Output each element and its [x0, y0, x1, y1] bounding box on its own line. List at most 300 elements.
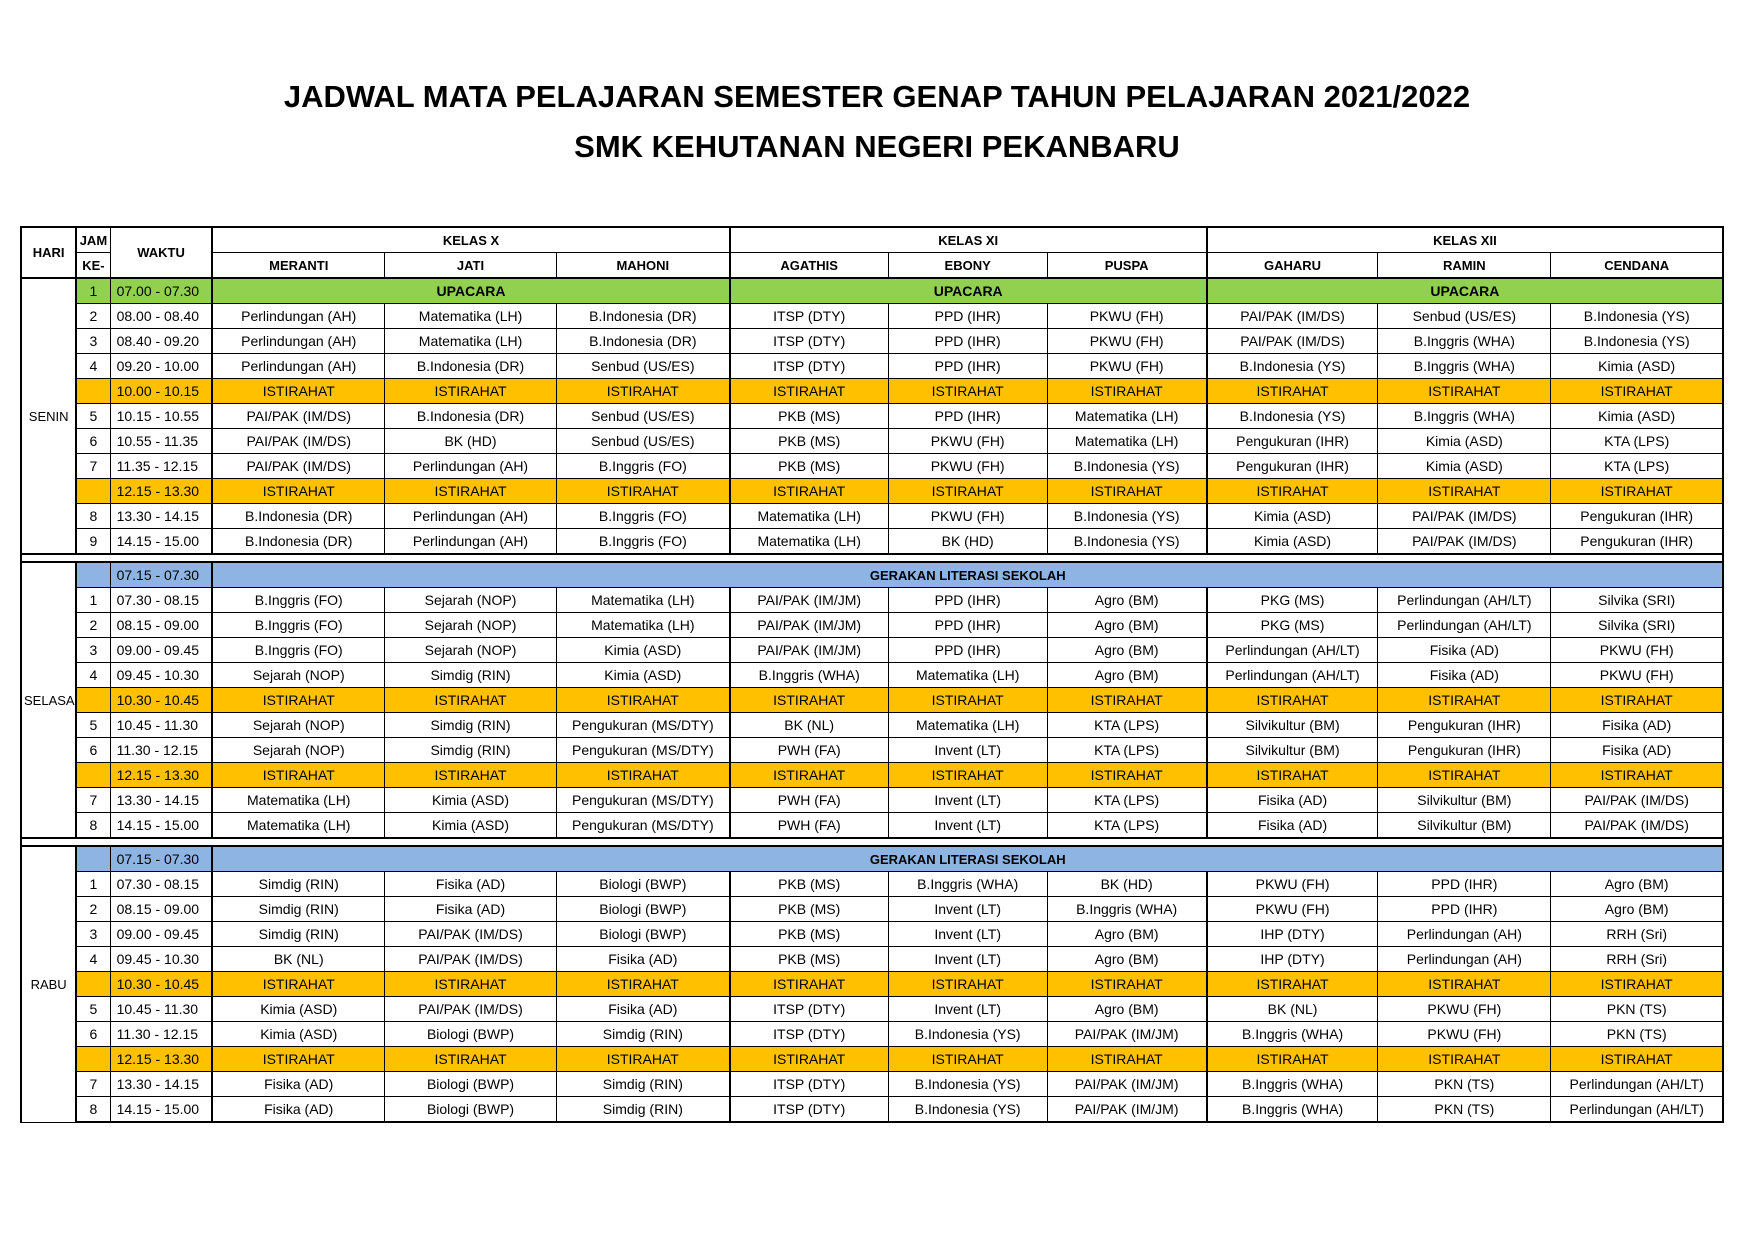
lesson-cell-cendana: Silvika (SRI): [1551, 588, 1723, 613]
lesson-cell-gaharu: PAI/PAK (IM/DS): [1207, 304, 1378, 329]
lesson-cell-cendana: KTA (LPS): [1551, 429, 1723, 454]
lesson-cell-agathis: Matematika (LH): [730, 529, 889, 555]
break-cell-ebony: ISTIRAHAT: [888, 379, 1047, 404]
lesson-cell-ebony: PKWU (FH): [888, 429, 1047, 454]
lesson-cell-ramin: PAI/PAK (IM/DS): [1378, 504, 1551, 529]
schedule-row: [21, 1047, 1723, 1072]
lesson-cell-cendana: PAI/PAK (IM/DS): [1551, 813, 1723, 839]
period-number: 2: [76, 304, 110, 329]
break-cell-ebony: ISTIRAHAT: [888, 763, 1047, 788]
lesson-cell-meranti: Sejarah (NOP): [212, 713, 384, 738]
break-cell-gaharu: ISTIRAHAT: [1207, 479, 1378, 504]
lesson-cell-ebony: Invent (LT): [888, 738, 1047, 763]
schedule-row: [21, 972, 1723, 997]
period-number: 6: [76, 738, 110, 763]
break-cell-mahoni: ISTIRAHAT: [557, 379, 730, 404]
schedule-table: [20, 226, 1724, 1123]
period-number: 1: [76, 872, 110, 897]
lesson-cell-ebony: B.Indonesia (YS): [888, 1022, 1047, 1047]
lesson-cell-meranti: B.Indonesia (DR): [212, 529, 384, 555]
break-cell-ramin: ISTIRAHAT: [1378, 972, 1551, 997]
lesson-cell-jati: Kimia (ASD): [385, 813, 557, 839]
break-cell-mahoni: ISTIRAHAT: [557, 972, 730, 997]
lesson-cell-ramin: PPD (IHR): [1378, 872, 1551, 897]
time-slot: 14.15 - 15.00: [110, 1097, 212, 1123]
schedule-row: [21, 454, 1723, 479]
period-number: [76, 688, 110, 713]
time-slot: 14.15 - 15.00: [110, 813, 212, 839]
day-separator: [21, 838, 1723, 846]
lesson-cell-gaharu: PKG (MS): [1207, 588, 1378, 613]
period-number: 3: [76, 638, 110, 663]
break-cell-agathis: ISTIRAHAT: [730, 763, 889, 788]
lesson-cell-ebony: Invent (LT): [888, 922, 1047, 947]
lesson-cell-cendana: Agro (BM): [1551, 897, 1723, 922]
period-number: 5: [76, 997, 110, 1022]
break-cell-agathis: ISTIRAHAT: [730, 379, 889, 404]
header-class-mahoni: MAHONI: [557, 253, 730, 279]
break-cell-cendana: ISTIRAHAT: [1551, 763, 1723, 788]
lesson-cell-ebony: PPD (IHR): [888, 638, 1047, 663]
lesson-cell-ramin: B.Inggris (WHA): [1378, 404, 1551, 429]
schedule-row: [21, 713, 1723, 738]
lesson-cell-ebony: Invent (LT): [888, 997, 1047, 1022]
lesson-cell-cendana: RRH (Sri): [1551, 922, 1723, 947]
lesson-cell-cendana: Fisika (AD): [1551, 713, 1723, 738]
schedule-row: [21, 1022, 1723, 1047]
period-number: 4: [76, 663, 110, 688]
lesson-cell-jati: Biologi (BWP): [385, 1022, 557, 1047]
lesson-cell-ebony: PKWU (FH): [888, 504, 1047, 529]
break-cell-puspa: ISTIRAHAT: [1047, 972, 1207, 997]
schedule-row: [21, 354, 1723, 379]
lesson-cell-cendana: PAI/PAK (IM/DS): [1551, 788, 1723, 813]
break-cell-ebony: ISTIRAHAT: [888, 972, 1047, 997]
schedule-row: [21, 613, 1723, 638]
lesson-cell-jati: Kimia (ASD): [385, 788, 557, 813]
lesson-cell-mahoni: Simdig (RIN): [557, 1097, 730, 1123]
lesson-cell-agathis: ITSP (DTY): [730, 1022, 889, 1047]
day-separator-cell: [21, 838, 1723, 846]
lesson-cell-jati: Biologi (BWP): [385, 1072, 557, 1097]
schedule-row: [21, 738, 1723, 763]
lesson-cell-puspa: Agro (BM): [1047, 588, 1207, 613]
break-cell-mahoni: ISTIRAHAT: [557, 1047, 730, 1072]
schedule-row: [21, 763, 1723, 788]
lesson-cell-agathis: ITSP (DTY): [730, 329, 889, 354]
time-slot: 13.30 - 14.15: [110, 1072, 212, 1097]
lesson-cell-ebony: Invent (LT): [888, 813, 1047, 839]
schedule-row: [21, 947, 1723, 972]
lesson-cell-jati: Sejarah (NOP): [385, 588, 557, 613]
period-number: 1: [76, 588, 110, 613]
break-cell-ebony: ISTIRAHAT: [888, 688, 1047, 713]
schedule-row: [21, 663, 1723, 688]
lesson-cell-mahoni: Senbud (US/ES): [557, 429, 730, 454]
lesson-cell-meranti: Fisika (AD): [212, 1072, 384, 1097]
day-label-rabu: RABU: [21, 846, 76, 1122]
lesson-cell-meranti: Sejarah (NOP): [212, 738, 384, 763]
period-number: [76, 379, 110, 404]
lesson-cell-gaharu: Perlindungan (AH/LT): [1207, 638, 1378, 663]
lesson-cell-ebony: B.Inggris (WHA): [888, 872, 1047, 897]
schedule-row: [21, 379, 1723, 404]
lesson-cell-cendana: Pengukuran (IHR): [1551, 504, 1723, 529]
break-cell-ramin: ISTIRAHAT: [1378, 763, 1551, 788]
lesson-cell-agathis: ITSP (DTY): [730, 354, 889, 379]
lesson-cell-puspa: Agro (BM): [1047, 638, 1207, 663]
lesson-cell-ebony: PPD (IHR): [888, 354, 1047, 379]
schedule-row: [21, 846, 1723, 872]
break-cell-meranti: ISTIRAHAT: [212, 1047, 384, 1072]
schedule-row: [21, 872, 1723, 897]
period-number: 2: [76, 897, 110, 922]
lesson-cell-cendana: Perlindungan (AH/LT): [1551, 1097, 1723, 1123]
lesson-cell-puspa: PAI/PAK (IM/JM): [1047, 1022, 1207, 1047]
lesson-cell-gaharu: B.Indonesia (YS): [1207, 354, 1378, 379]
lesson-cell-meranti: Matematika (LH): [212, 788, 384, 813]
period-number: 4: [76, 354, 110, 379]
break-cell-cendana: ISTIRAHAT: [1551, 688, 1723, 713]
break-cell-gaharu: ISTIRAHAT: [1207, 688, 1378, 713]
upacara-banner: UPACARA: [212, 278, 729, 304]
break-cell-cendana: ISTIRAHAT: [1551, 379, 1723, 404]
lesson-cell-ramin: Silvikultur (BM): [1378, 788, 1551, 813]
lesson-cell-agathis: BK (NL): [730, 713, 889, 738]
lesson-cell-gaharu: Kimia (ASD): [1207, 529, 1378, 555]
lesson-cell-meranti: BK (NL): [212, 947, 384, 972]
period-number: 7: [76, 1072, 110, 1097]
break-cell-gaharu: ISTIRAHAT: [1207, 972, 1378, 997]
break-cell-ebony: ISTIRAHAT: [888, 1047, 1047, 1072]
period-number: 7: [76, 788, 110, 813]
lesson-cell-ebony: PPD (IHR): [888, 304, 1047, 329]
lesson-cell-ebony: B.Indonesia (YS): [888, 1097, 1047, 1123]
lesson-cell-jati: B.Indonesia (DR): [385, 354, 557, 379]
lesson-cell-puspa: KTA (LPS): [1047, 813, 1207, 839]
lesson-cell-gaharu: IHP (DTY): [1207, 922, 1378, 947]
literacy-banner: GERAKAN LITERASI SEKOLAH: [212, 846, 1723, 872]
lesson-cell-gaharu: B.Inggris (WHA): [1207, 1097, 1378, 1123]
lesson-cell-gaharu: IHP (DTY): [1207, 947, 1378, 972]
lesson-cell-agathis: PKB (MS): [730, 454, 889, 479]
lesson-cell-mahoni: Biologi (BWP): [557, 872, 730, 897]
lesson-cell-puspa: Agro (BM): [1047, 613, 1207, 638]
break-cell-meranti: ISTIRAHAT: [212, 972, 384, 997]
break-cell-meranti: ISTIRAHAT: [212, 379, 384, 404]
schedule-row: [21, 479, 1723, 504]
period-number: [76, 763, 110, 788]
break-cell-ramin: ISTIRAHAT: [1378, 688, 1551, 713]
lesson-cell-ramin: Perlindungan (AH): [1378, 922, 1551, 947]
lesson-cell-cendana: Agro (BM): [1551, 872, 1723, 897]
lesson-cell-puspa: Agro (BM): [1047, 922, 1207, 947]
break-cell-cendana: ISTIRAHAT: [1551, 972, 1723, 997]
period-number: [76, 562, 110, 588]
lesson-cell-gaharu: Perlindungan (AH/LT): [1207, 663, 1378, 688]
time-slot: 10.00 - 10.15: [110, 379, 212, 404]
lesson-cell-puspa: B.Indonesia (YS): [1047, 454, 1207, 479]
lesson-cell-mahoni: B.Inggris (FO): [557, 529, 730, 555]
lesson-cell-ramin: Fisika (AD): [1378, 663, 1551, 688]
lesson-cell-meranti: B.Inggris (FO): [212, 638, 384, 663]
school-name: SMK KEHUTANAN NEGERI PEKANBARU: [574, 129, 1180, 164]
lesson-cell-cendana: RRH (Sri): [1551, 947, 1723, 972]
lesson-cell-meranti: Matematika (LH): [212, 813, 384, 839]
break-cell-ebony: ISTIRAHAT: [888, 479, 1047, 504]
lesson-cell-meranti: Simdig (RIN): [212, 897, 384, 922]
schedule-row: [21, 329, 1723, 354]
literacy-banner: GERAKAN LITERASI SEKOLAH: [212, 562, 1723, 588]
period-number: 8: [76, 813, 110, 839]
lesson-cell-cendana: Pengukuran (IHR): [1551, 529, 1723, 555]
lesson-cell-cendana: Silvika (SRI): [1551, 613, 1723, 638]
lesson-cell-mahoni: B.Indonesia (DR): [557, 304, 730, 329]
lesson-cell-mahoni: Pengukuran (MS/DTY): [557, 813, 730, 839]
header-class-meranti: MERANTI: [212, 253, 384, 279]
schedule-row: [21, 1072, 1723, 1097]
lesson-cell-jati: Matematika (LH): [385, 329, 557, 354]
period-number: 4: [76, 947, 110, 972]
time-slot: 12.15 - 13.30: [110, 1047, 212, 1072]
lesson-cell-ebony: BK (HD): [888, 529, 1047, 555]
lesson-cell-puspa: Agro (BM): [1047, 947, 1207, 972]
lesson-cell-ramin: Silvikultur (BM): [1378, 813, 1551, 839]
lesson-cell-jati: Perlindungan (AH): [385, 504, 557, 529]
header-kelas-xii: KELAS XII: [1207, 227, 1723, 253]
lesson-cell-cendana: B.Indonesia (YS): [1551, 329, 1723, 354]
lesson-cell-jati: B.Indonesia (DR): [385, 404, 557, 429]
schedule-row: [21, 897, 1723, 922]
time-slot: 07.30 - 08.15: [110, 588, 212, 613]
break-cell-ramin: ISTIRAHAT: [1378, 479, 1551, 504]
lesson-cell-gaharu: BK (NL): [1207, 997, 1378, 1022]
period-number: 3: [76, 329, 110, 354]
header-waktu: WAKTU: [110, 227, 212, 278]
schedule-row: [21, 1097, 1723, 1123]
time-slot: 10.45 - 11.30: [110, 997, 212, 1022]
header-class-ramin: RAMIN: [1378, 253, 1551, 279]
lesson-cell-ramin: PAI/PAK (IM/DS): [1378, 529, 1551, 555]
lesson-cell-meranti: PAI/PAK (IM/DS): [212, 429, 384, 454]
schedule-row: [21, 504, 1723, 529]
lesson-cell-cendana: PKWU (FH): [1551, 638, 1723, 663]
lesson-cell-meranti: PAI/PAK (IM/DS): [212, 454, 384, 479]
schedule-row: [21, 529, 1723, 555]
break-cell-puspa: ISTIRAHAT: [1047, 379, 1207, 404]
lesson-cell-agathis: ITSP (DTY): [730, 304, 889, 329]
header-jam: JAM: [76, 227, 110, 253]
schedule-row: [21, 404, 1723, 429]
lesson-cell-gaharu: Fisika (AD): [1207, 813, 1378, 839]
lesson-cell-cendana: PKN (TS): [1551, 997, 1723, 1022]
schedule-row: [21, 997, 1723, 1022]
period-number: 7: [76, 454, 110, 479]
lesson-cell-agathis: ITSP (DTY): [730, 1097, 889, 1123]
lesson-cell-ramin: PKN (TS): [1378, 1097, 1551, 1123]
lesson-cell-mahoni: Matematika (LH): [557, 588, 730, 613]
break-cell-jati: ISTIRAHAT: [385, 479, 557, 504]
lesson-cell-ramin: B.Inggris (WHA): [1378, 329, 1551, 354]
lesson-cell-agathis: Matematika (LH): [730, 504, 889, 529]
lesson-cell-meranti: Kimia (ASD): [212, 1022, 384, 1047]
lesson-cell-gaharu: PKWU (FH): [1207, 897, 1378, 922]
lesson-cell-ramin: PKWU (FH): [1378, 997, 1551, 1022]
lesson-cell-mahoni: Kimia (ASD): [557, 663, 730, 688]
lesson-cell-agathis: B.Inggris (WHA): [730, 663, 889, 688]
schedule-row: [21, 562, 1723, 588]
lesson-cell-puspa: B.Indonesia (YS): [1047, 504, 1207, 529]
schedule-row: [21, 588, 1723, 613]
lesson-cell-agathis: PKB (MS): [730, 947, 889, 972]
period-number: 1: [76, 278, 110, 304]
lesson-cell-jati: Perlindungan (AH): [385, 454, 557, 479]
header-class-gaharu: GAHARU: [1207, 253, 1378, 279]
lesson-cell-jati: PAI/PAK (IM/DS): [385, 997, 557, 1022]
lesson-cell-mahoni: Simdig (RIN): [557, 1022, 730, 1047]
schedule-row: [21, 813, 1723, 839]
time-slot: 13.30 - 14.15: [110, 504, 212, 529]
lesson-cell-puspa: KTA (LPS): [1047, 788, 1207, 813]
break-cell-gaharu: ISTIRAHAT: [1207, 763, 1378, 788]
lesson-cell-puspa: BK (HD): [1047, 872, 1207, 897]
lesson-cell-ebony: PKWU (FH): [888, 454, 1047, 479]
lesson-cell-meranti: Kimia (ASD): [212, 997, 384, 1022]
schedule-row: [21, 688, 1723, 713]
schedule-row: [21, 304, 1723, 329]
lesson-cell-mahoni: Simdig (RIN): [557, 1072, 730, 1097]
lesson-cell-mahoni: B.Inggris (FO): [557, 504, 730, 529]
lesson-cell-agathis: PWH (FA): [730, 738, 889, 763]
lesson-cell-jati: Simdig (RIN): [385, 663, 557, 688]
upacara-banner: UPACARA: [730, 278, 1207, 304]
lesson-cell-mahoni: Pengukuran (MS/DTY): [557, 738, 730, 763]
lesson-cell-gaharu: Fisika (AD): [1207, 788, 1378, 813]
lesson-cell-jati: Fisika (AD): [385, 897, 557, 922]
period-number: [76, 1047, 110, 1072]
header-hari: HARI: [21, 227, 76, 278]
lesson-cell-ramin: PKWU (FH): [1378, 1022, 1551, 1047]
period-number: 6: [76, 429, 110, 454]
header-class-cendana: CENDANA: [1551, 253, 1723, 279]
time-slot: 09.20 - 10.00: [110, 354, 212, 379]
lesson-cell-mahoni: Biologi (BWP): [557, 922, 730, 947]
time-slot: 10.45 - 11.30: [110, 713, 212, 738]
lesson-cell-agathis: PAI/PAK (IM/JM): [730, 588, 889, 613]
lesson-cell-gaharu: PKG (MS): [1207, 613, 1378, 638]
break-cell-jati: ISTIRAHAT: [385, 688, 557, 713]
lesson-cell-ebony: PPD (IHR): [888, 329, 1047, 354]
break-cell-mahoni: ISTIRAHAT: [557, 479, 730, 504]
break-cell-agathis: ISTIRAHAT: [730, 972, 889, 997]
time-slot: 08.15 - 09.00: [110, 897, 212, 922]
lesson-cell-ebony: Invent (LT): [888, 947, 1047, 972]
break-cell-jati: ISTIRAHAT: [385, 379, 557, 404]
time-slot: 07.15 - 07.30: [110, 562, 212, 588]
break-cell-meranti: ISTIRAHAT: [212, 688, 384, 713]
upacara-banner: UPACARA: [1207, 278, 1723, 304]
lesson-cell-meranti: B.Inggris (FO): [212, 613, 384, 638]
lesson-cell-mahoni: B.Indonesia (DR): [557, 329, 730, 354]
lesson-cell-gaharu: Kimia (ASD): [1207, 504, 1378, 529]
lesson-cell-ebony: Invent (LT): [888, 897, 1047, 922]
time-slot: 08.15 - 09.00: [110, 613, 212, 638]
lesson-cell-mahoni: B.Inggris (FO): [557, 454, 730, 479]
lesson-cell-meranti: Perlindungan (AH): [212, 304, 384, 329]
time-slot: 14.15 - 15.00: [110, 529, 212, 555]
time-slot: 09.00 - 09.45: [110, 922, 212, 947]
break-cell-gaharu: ISTIRAHAT: [1207, 379, 1378, 404]
day-label-senin: SENIN: [21, 278, 76, 554]
lesson-cell-ramin: Perlindungan (AH/LT): [1378, 588, 1551, 613]
lesson-cell-meranti: Simdig (RIN): [212, 872, 384, 897]
day-separator-cell: [21, 554, 1723, 562]
lesson-cell-meranti: Sejarah (NOP): [212, 663, 384, 688]
lesson-cell-agathis: PWH (FA): [730, 788, 889, 813]
break-cell-ramin: ISTIRAHAT: [1378, 379, 1551, 404]
break-cell-mahoni: ISTIRAHAT: [557, 763, 730, 788]
lesson-cell-ramin: B.Inggris (WHA): [1378, 354, 1551, 379]
lesson-cell-agathis: PAI/PAK (IM/JM): [730, 613, 889, 638]
lesson-cell-ramin: Kimia (ASD): [1378, 454, 1551, 479]
lesson-cell-jati: Fisika (AD): [385, 872, 557, 897]
lesson-cell-meranti: Fisika (AD): [212, 1097, 384, 1123]
lesson-cell-gaharu: B.Inggris (WHA): [1207, 1072, 1378, 1097]
time-slot: 12.15 - 13.30: [110, 763, 212, 788]
lesson-cell-mahoni: Senbud (US/ES): [557, 404, 730, 429]
schedule-row: [21, 278, 1723, 304]
lesson-cell-meranti: B.Indonesia (DR): [212, 504, 384, 529]
lesson-cell-gaharu: B.Inggris (WHA): [1207, 1022, 1378, 1047]
lesson-cell-agathis: ITSP (DTY): [730, 997, 889, 1022]
schedule-row: [21, 788, 1723, 813]
day-separator: [21, 554, 1723, 562]
lesson-cell-meranti: PAI/PAK (IM/DS): [212, 404, 384, 429]
lesson-cell-agathis: PKB (MS): [730, 404, 889, 429]
lesson-cell-jati: Simdig (RIN): [385, 738, 557, 763]
time-slot: 09.45 - 10.30: [110, 663, 212, 688]
lesson-cell-ebony: Invent (LT): [888, 788, 1047, 813]
time-slot: 10.30 - 10.45: [110, 688, 212, 713]
time-slot: 07.30 - 08.15: [110, 872, 212, 897]
break-cell-agathis: ISTIRAHAT: [730, 1047, 889, 1072]
header-kelas-xi: KELAS XI: [730, 227, 1207, 253]
lesson-cell-agathis: ITSP (DTY): [730, 1072, 889, 1097]
lesson-cell-agathis: PWH (FA): [730, 813, 889, 839]
break-cell-puspa: ISTIRAHAT: [1047, 1047, 1207, 1072]
schedule-row: [21, 922, 1723, 947]
lesson-cell-gaharu: PAI/PAK (IM/DS): [1207, 329, 1378, 354]
lesson-cell-meranti: B.Inggris (FO): [212, 588, 384, 613]
lesson-cell-puspa: PKWU (FH): [1047, 329, 1207, 354]
lesson-cell-agathis: PAI/PAK (IM/JM): [730, 638, 889, 663]
break-cell-puspa: ISTIRAHAT: [1047, 479, 1207, 504]
time-slot: 07.15 - 07.30: [110, 846, 212, 872]
lesson-cell-ebony: PPD (IHR): [888, 404, 1047, 429]
break-cell-jati: ISTIRAHAT: [385, 1047, 557, 1072]
lesson-cell-puspa: KTA (LPS): [1047, 713, 1207, 738]
period-number: 5: [76, 404, 110, 429]
break-cell-mahoni: ISTIRAHAT: [557, 688, 730, 713]
lesson-cell-cendana: Perlindungan (AH/LT): [1551, 1072, 1723, 1097]
schedule-row: [21, 638, 1723, 663]
lesson-cell-ramin: Perlindungan (AH/LT): [1378, 613, 1551, 638]
time-slot: 09.00 - 09.45: [110, 638, 212, 663]
time-slot: 12.15 - 13.30: [110, 479, 212, 504]
lesson-cell-ebony: B.Indonesia (YS): [888, 1072, 1047, 1097]
lesson-cell-jati: Matematika (LH): [385, 304, 557, 329]
header-class-ebony: EBONY: [888, 253, 1047, 279]
